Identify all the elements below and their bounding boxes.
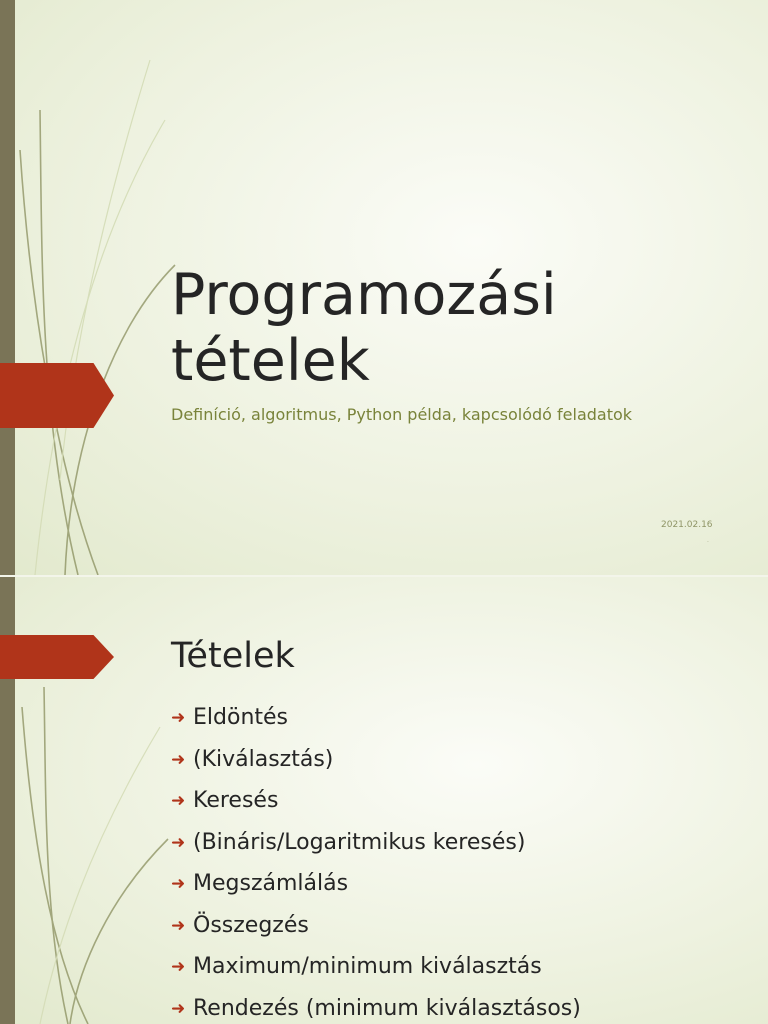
- list-item: [171, 948, 581, 990]
- list-item: [171, 824, 581, 866]
- right-arrow-bullet-icon: ➜: [171, 874, 186, 894]
- list-item: [171, 907, 581, 949]
- list-item: [171, 990, 581, 1024]
- accent-arrow-shape: [0, 635, 114, 679]
- list-item: [171, 782, 581, 824]
- content-slide: [0, 577, 768, 1024]
- right-arrow-bullet-icon: ➜: [171, 832, 186, 853]
- list-item-label: Megszámlálás: [193, 871, 349, 896]
- slide-subtitle: Definíció, algoritmus, Python példa, kapcsolódó feladatok: [171, 405, 633, 424]
- bullet-list: [171, 699, 581, 1024]
- list-item-label: Maximum/minimum kiválasztás: [193, 954, 542, 979]
- list-item-label: (Kiválasztás): [193, 746, 334, 772]
- right-arrow-bullet-icon: ➜: [171, 915, 186, 936]
- list-item-label: Eldöntés: [193, 705, 289, 730]
- right-arrow-bullet-icon: ➜: [171, 791, 186, 811]
- footer-dot: .: [707, 537, 709, 544]
- decorative-curves: [0, 0, 200, 575]
- title-line-2: tételek: [171, 328, 370, 394]
- right-arrow-bullet-icon: ➜: [171, 708, 186, 728]
- right-arrow-bullet-icon: ➜: [171, 749, 186, 770]
- list-item-label: Keresés: [193, 788, 279, 813]
- list-item: [171, 741, 581, 783]
- title-line-1: Programozási: [171, 262, 557, 328]
- slide-title: [171, 262, 557, 394]
- slide-date: 2021.02.16: [661, 520, 713, 530]
- list-item-label: Rendezés (minimum kiválasztásos): [193, 995, 581, 1021]
- slide-title: Tételek: [171, 636, 295, 676]
- accent-arrow-shape: [0, 363, 114, 428]
- right-arrow-bullet-icon: ➜: [171, 998, 186, 1019]
- list-item-label: Összegzés: [193, 912, 309, 938]
- list-item: [171, 699, 581, 741]
- list-item: [171, 865, 581, 907]
- right-arrow-bullet-icon: ➜: [171, 957, 186, 977]
- list-item-label: (Bináris/Logaritmikus keresés): [193, 829, 526, 855]
